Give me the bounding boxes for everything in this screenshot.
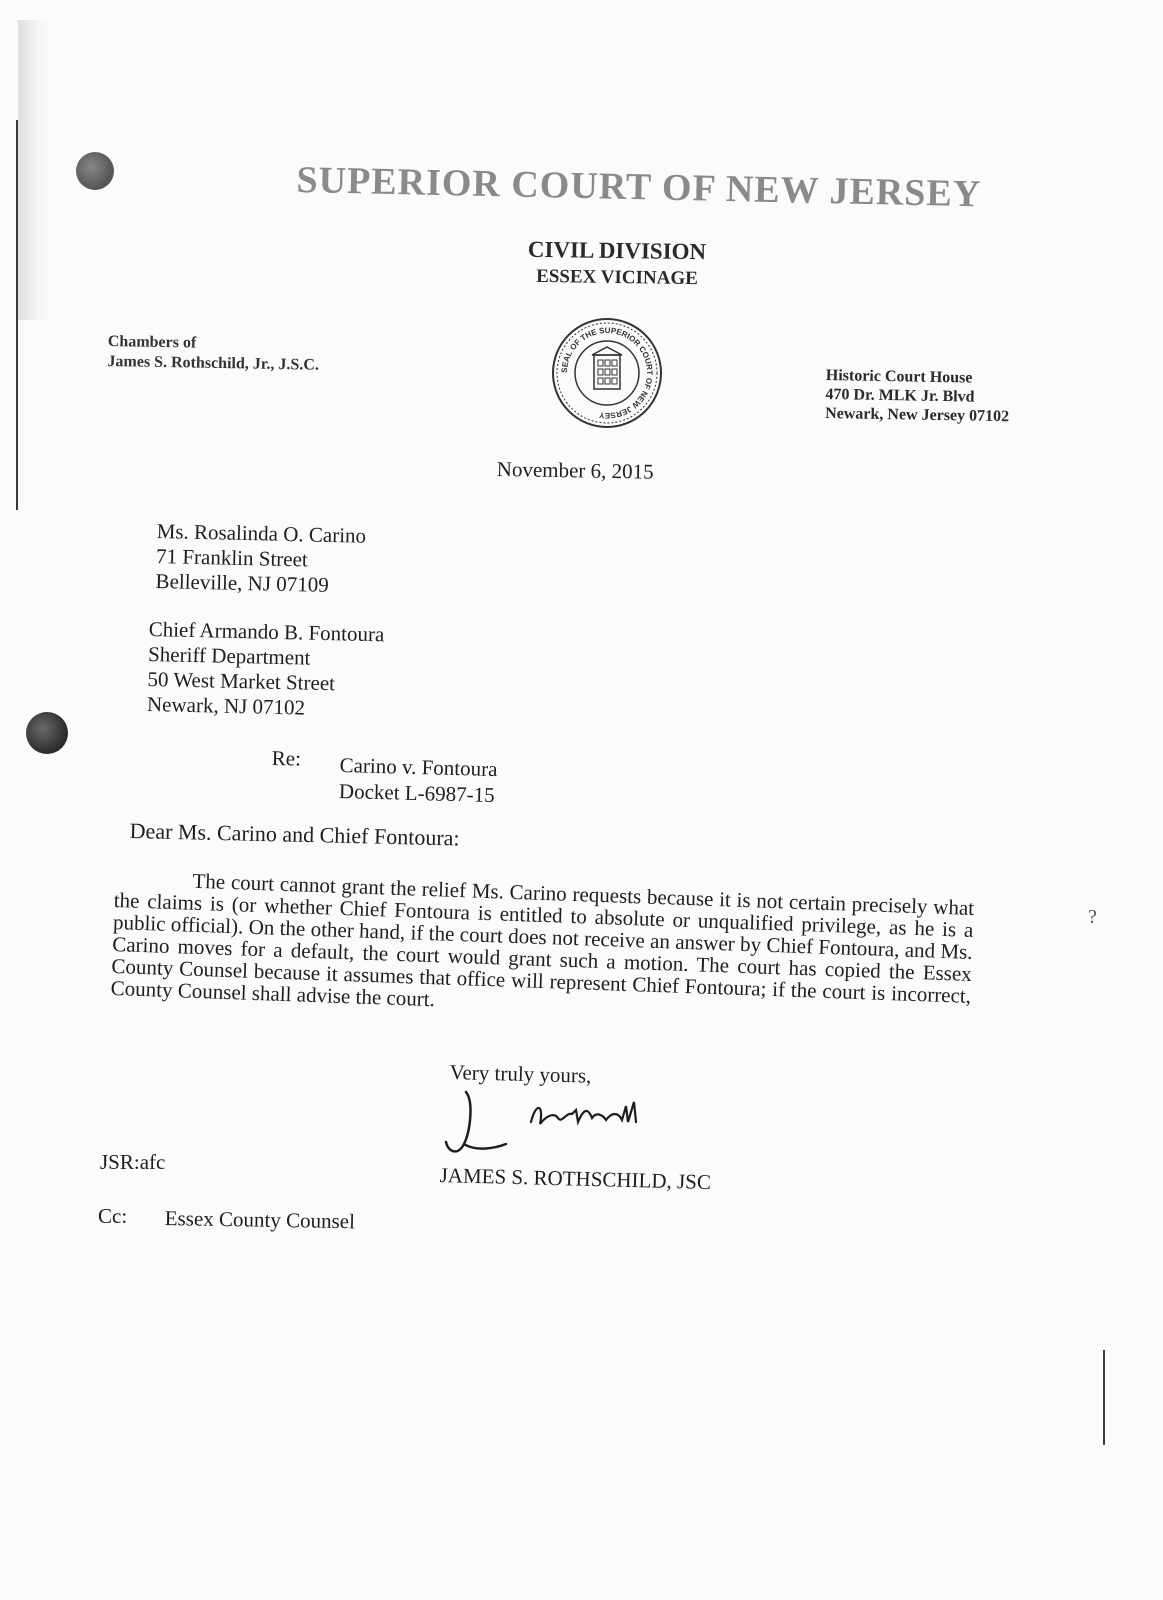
cc-label: Cc: xyxy=(98,1204,128,1228)
courthouse-line-1: Historic Court House xyxy=(825,366,973,387)
punch-hole-top xyxy=(76,152,114,190)
salutation: Dear Ms. Carino and Chief Fontoura: xyxy=(129,818,460,851)
recipient-address-fontoura xyxy=(147,617,385,722)
division-heading: CIVIL DIVISION xyxy=(527,236,707,265)
letter-body: The court cannot grant the relief Ms. Carino requests because it is not certain precisely what the claims is (or whether Chief Fontoura is entitled to absolute or unqualified privilege, as he is a public official). On the other hand, if the court does not receive an answer by Chief Fontoura, and Ms. Carino moves for a default, the court would grant such a motion. The court has copied the Essex County Counsel because it assumes that office will represent Chief Fontoura; if the court is incorrect, County Counsel shall advise the court. xyxy=(110,868,975,1012)
recipient-name: Chief Armando B. Fontoura xyxy=(148,617,385,647)
letter-date: November 6, 2015 xyxy=(496,457,654,484)
courthouse-line-3: Newark, New Jersey 07102 xyxy=(825,404,1010,426)
vicinage-heading: ESSEX VICINAGE xyxy=(535,265,699,290)
docket-number: Docket L-6987-15 xyxy=(338,778,495,808)
courthouse-line-2: 470 Dr. MLK Jr. Blvd xyxy=(825,385,975,406)
reference-block xyxy=(339,752,498,808)
scan-edge-shadow xyxy=(18,20,52,320)
case-name: Carino v. Fontoura xyxy=(339,752,498,782)
recipient-city: Newark, NJ 07102 xyxy=(146,691,306,720)
closing: Very truly yours, xyxy=(449,1060,592,1088)
courthouse-address xyxy=(825,366,1010,426)
recipient-name: Ms. Rosalinda O. Carino xyxy=(156,519,367,548)
recipient-city: Belleville, NJ 07109 xyxy=(155,568,330,597)
chambers-line-1: Chambers of xyxy=(107,332,197,352)
punch-hole-middle xyxy=(26,712,68,754)
scan-right-line xyxy=(1103,1350,1105,1445)
signature-icon xyxy=(436,1082,696,1162)
court-title: SUPERIOR COURT OF NEW JERSEY xyxy=(296,158,982,216)
seal-text: SEAL OF THE SUPERIOR COURT OF NEW JERSEY xyxy=(559,325,655,421)
signer-name: JAMES S. ROTHSCHILD, JSC xyxy=(439,1163,712,1195)
typist-initials: JSR:afc xyxy=(100,1150,166,1174)
court-seal-icon xyxy=(551,317,663,429)
scan-edge-line xyxy=(16,120,18,510)
recipient-department: Sheriff Department xyxy=(147,641,311,670)
chambers-line-2: James S. Rothschild, Jr., J.S.C. xyxy=(107,352,320,374)
margin-question-mark: ? xyxy=(1088,906,1097,928)
chambers-block xyxy=(107,332,319,376)
recipient-street: 71 Franklin Street xyxy=(155,543,309,572)
cc-recipient: Essex County Counsel xyxy=(164,1206,356,1234)
recipient-address-carino xyxy=(155,519,366,599)
reference-label: Re: xyxy=(271,746,302,771)
recipient-street: 50 West Market Street xyxy=(147,666,336,696)
